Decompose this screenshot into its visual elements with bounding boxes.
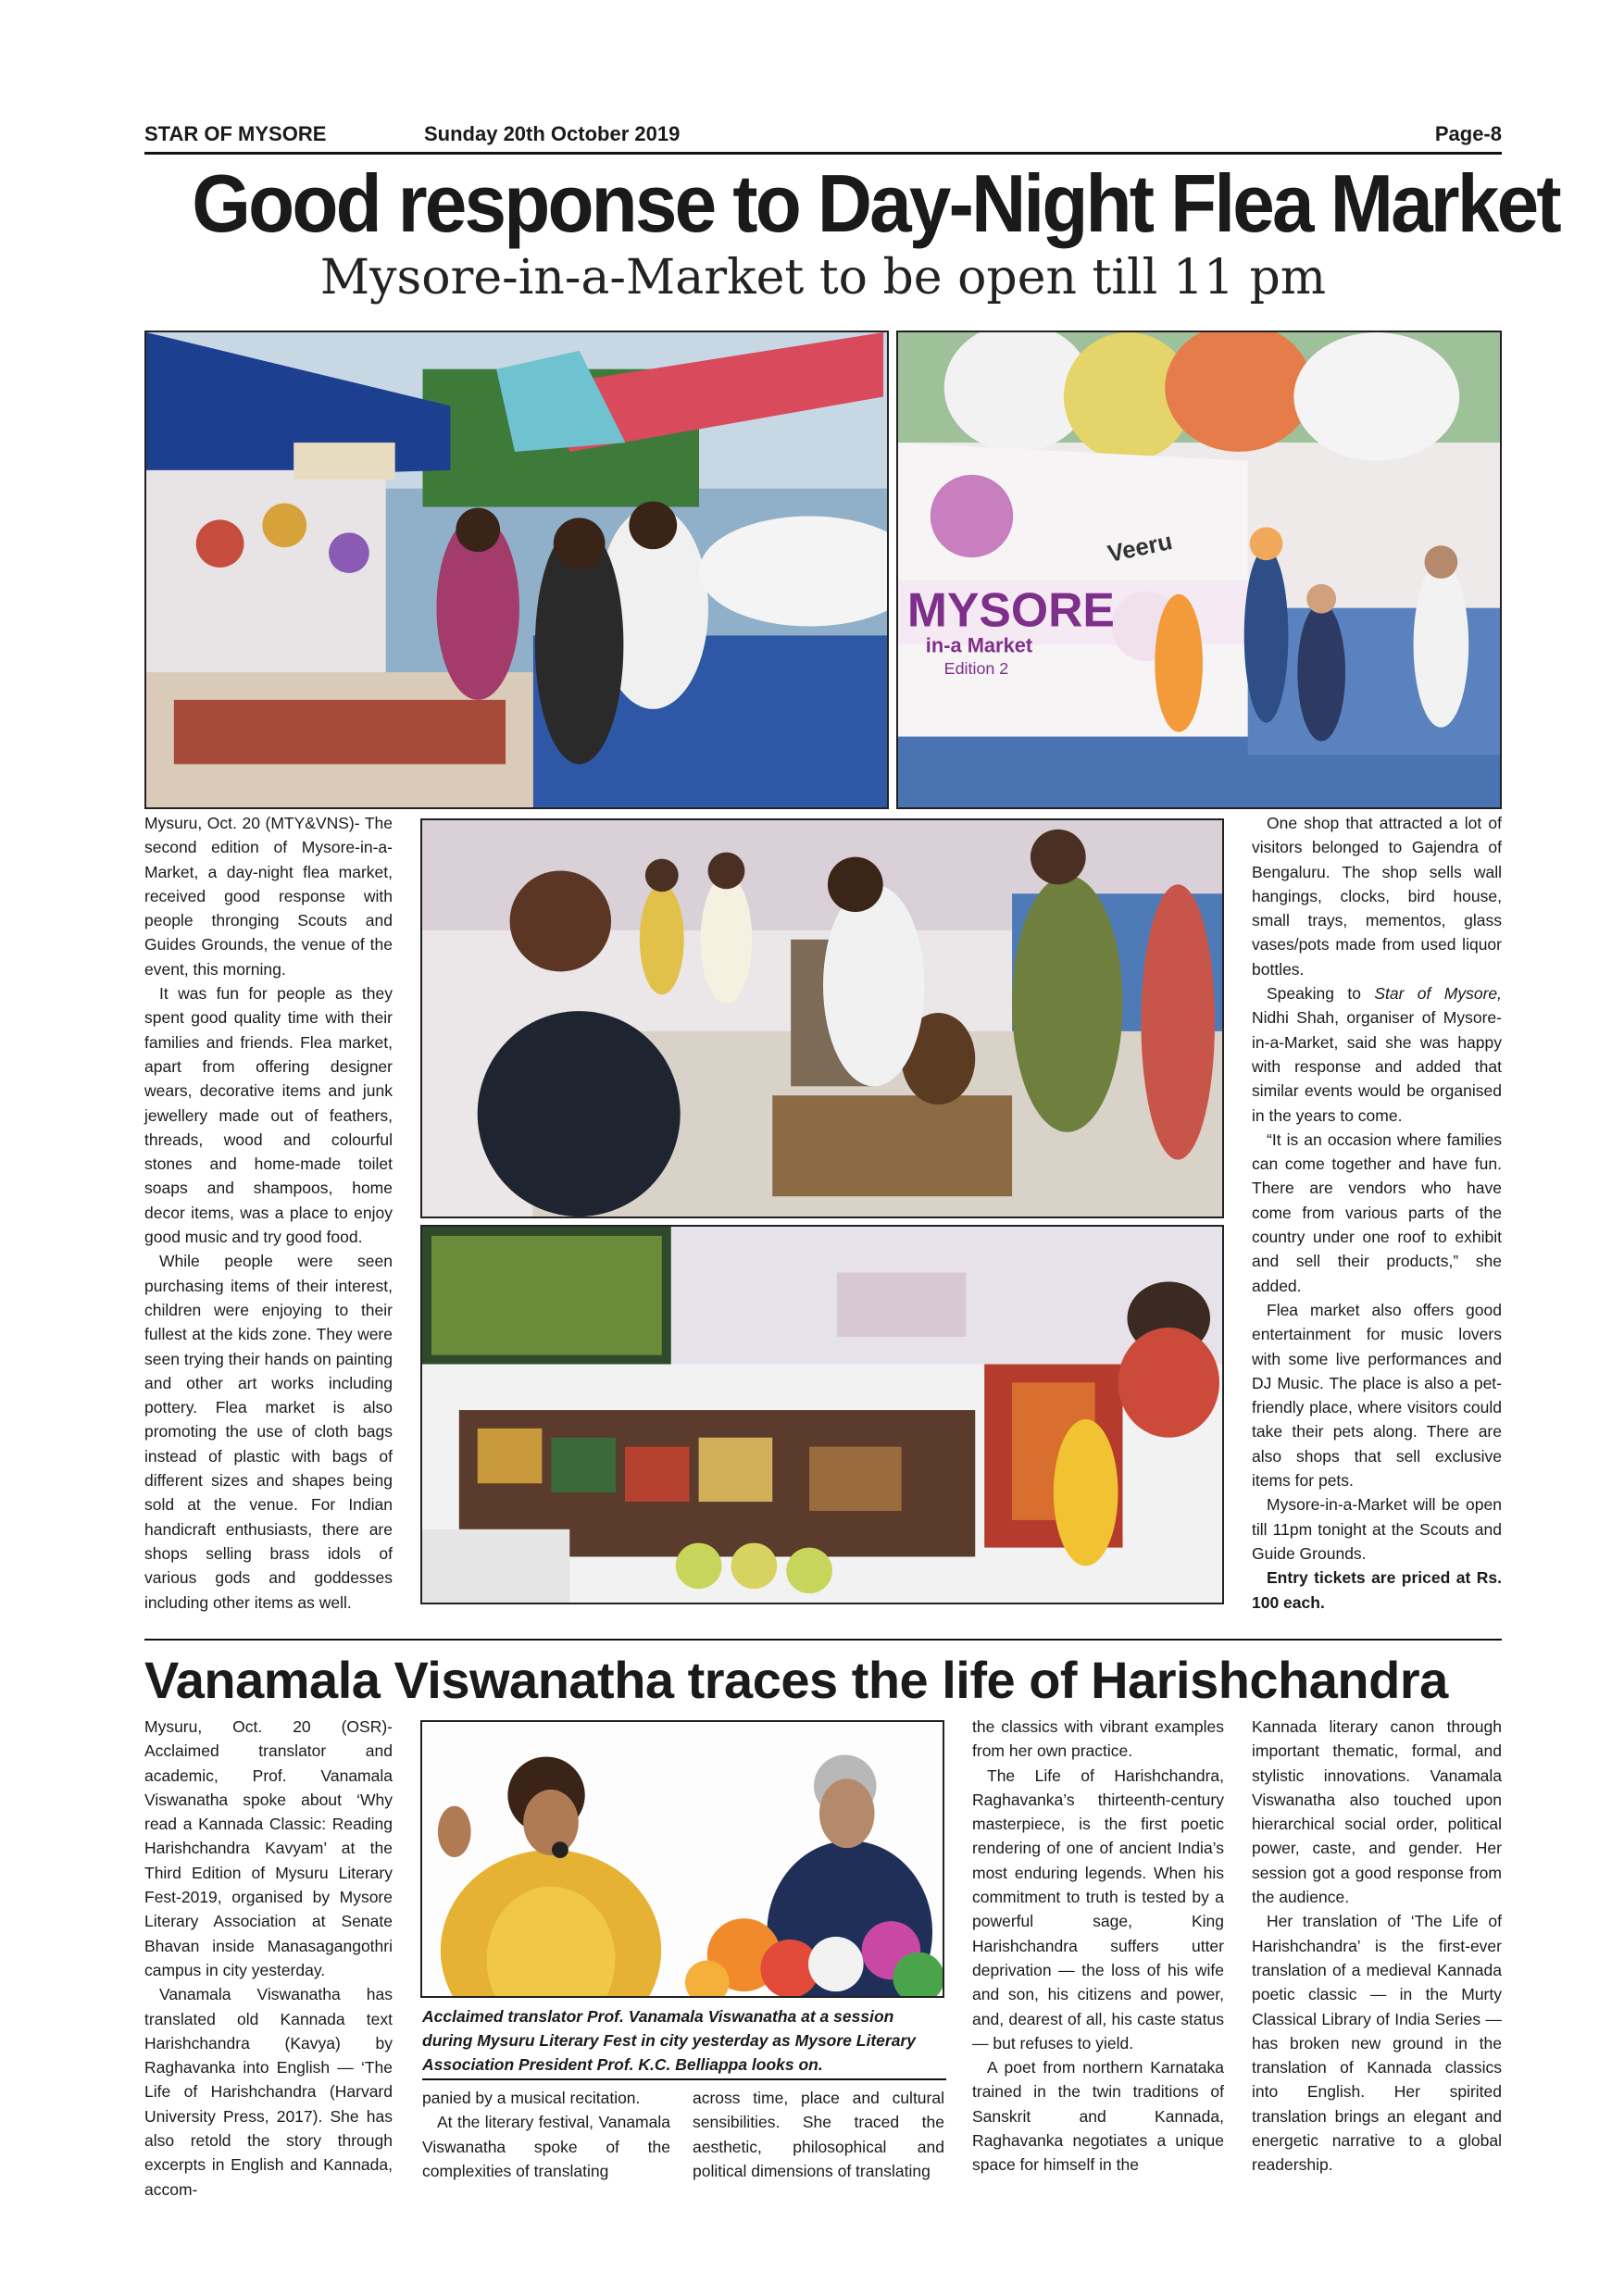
main-subhead: Mysore-in-a-Market to be open till 11 pm [319,250,1327,306]
story2-para: Kannada literary canon through important thematic, formal, and stylistic innovations. Vanamala Viswanatha also touched upon hierarchical social order, political power, caste, and gender. Her session got a good response from the audience. [1252,1717,1502,1907]
story2-col5 [1252,1715,1502,2177]
story2-para: panied by a musical recitation. [422,2089,641,2107]
main-headline: Good response to Day-Night Flea Market [192,157,1559,249]
photo-decor [420,1225,1224,1604]
page-number: Page-8 [1434,122,1502,145]
photo-caption: Acclaimed translator Prof. Vanamala Viswanatha at a session during Mysuru Literary Fest in city yesterday as Mysore Literary Association President Prof. K.C. Belliappa looks on. [422,2007,916,2074]
story2-col4 [972,1715,1224,2177]
story2-headline: Vanamala Viswanatha traces the life of Harishchandra [144,1651,1448,1709]
story2-para: A poet from northern Karnataka trained in the twin traditions of Sanskrit and Kannada, Raghavanka negotiates a unique space for himself in the [972,2058,1224,2175]
mural-edition: Edition 2 [943,659,1009,679]
story2-para: the classics with vibrant examples from her own practice. [972,1717,1224,1761]
story1-para: Mysuru, Oct. 20 (MTY&VNS)- The second edition of Mysore-in-a-Market, a day-night flea market, received good response with people thronging Scouts and Guides Grounds, the venue of the event, this morning. [144,814,393,979]
masthead [144,122,1502,148]
mural-subtitle: in-a Market [925,633,1033,657]
story1-para-entry: Entry tickets are priced at Rs. 100 each. [1252,1568,1502,1612]
story2-para: Mysuru, Oct. 20 (OSR)- Acclaimed translator and academic, Prof. Vanamala Viswanatha spoke about ‘Why read a Kannada Classic: Reading Harishchandra Kavyam’ at the Third Edition of Mysuru Literary Fest-2019, organised by Mysore Literary Association at Senate Bhavan inside Manasagangothri campus in city yesterday. [144,1717,393,1979]
story1-para: While people were seen purchasing items of their interest, children were enjoying to their fullest at the kids zone. They were seen trying their hands on painting and other art works including pottery. Flea market is also promoting the use of cloth bags instead of plastic with bags of different sizes and shapes being sold at the venue. For Indian handicraft enthusiasts, there are shops selling brass idols of various gods and goddesses including other items as well. [144,1252,393,1612]
story2-para: At the literary festival, Vanamala Viswanatha spoke of the complexities of translating [422,2113,670,2180]
photo-jewellery [420,818,1224,1218]
story2-col3 [693,2086,944,2183]
caption-rule [422,2078,946,2080]
text-run: Nidhi Shah, organiser of Mysore-in-a-Market, said she was happy with response and added that similar events would be organised in the years to come. [1252,1008,1502,1125]
top-rule [144,152,1502,155]
story2-para: Her translation of ‘The Life of Harishchandra’ is the first-ever translation of a medieval Kannada poetic classic — in the Murty Classical Library of India Series — has broken new ground in the translation of Kannada classics into English. Her spirited translation brings an elegant and energetic narrative to a global readership. [1252,1912,1502,2175]
story1-para: Mysore-in-a-Market will be open till 11pm tonight at the Scouts and Guide Grounds. [1252,1495,1502,1563]
photo-kids-mural [896,331,1502,809]
story2-col2 [422,2086,670,2183]
mural-veeru: Veeru [1106,528,1175,568]
photo-stalls [144,331,889,809]
story2-col1 [144,1715,393,2202]
photo-session [420,1720,944,1998]
mural-title: MYSORE [906,582,1115,637]
story1-para [1252,981,1502,1128]
story2-para: The Life of Harishchandra, Raghavanka’s thirteenth-century masterpiece, is the first poetic rendering of one of ancient India’s most enduring legends. When his commitment to truth is tested by a powerful sage, King Harishchandra suffers utter deprivation — the loss of his wife and son, his citizens and power, and, dearest of all, his caste status — but refuses to yield. [972,1766,1224,2053]
issue-date: Sunday 20th October 2019 [424,122,681,145]
story1-para: Flea market also offers good entertainment for music lovers with some live performances and DJ Music. The place is also a pet-friendly place, where visitors could take their pets along. There are also shops that sell exclusive items for pets. [1252,1300,1502,1491]
story2-para: Vanamala Viswanatha has translated old Kannada text Harishchandra (Kavya) by Raghavanka into English — ‘The Life of Harishchandra (Harvard University Press, 2017). She has also retold the story through excerpts in English and Kannada, accom- [144,1985,393,2199]
story1-para: It was fun for people as they spent good quality time with their families and friends. Flea market, apart from offering designer wears, decorative items and junk jewellery made out of feathers, threads, wood and colourful stones and home-made toilet soaps and shampoos, home decor items, was a place to enjoy good music and try good food. [144,984,393,1247]
section-rule [144,1639,1502,1641]
paper-name-italic: Star of Mysore, [1374,984,1502,1004]
story1-para: One shop that attracted a lot of visitors belonged to Gajendra of Bengaluru. The shop sells wall hangings, clocks, bird house, small trays, mementos, glass vases/pots made from used liquor bottles. [1252,814,1502,979]
story1-para: “It is an occasion where families can come together and have fun. There are vendors who have come from various parts of the country under one roof to exhibit and sell their products,” she added. [1252,1129,1502,1295]
story1-left-column [144,811,393,1615]
text-run: Speaking to [1267,984,1375,1004]
story1-right-column [1252,811,1502,1615]
paper-name: STAR OF MYSORE [144,122,327,145]
story2-para: across time, place and cultural sensibilities. She traced the aesthetic, philosophical and political dimensions of translating [693,2089,944,2180]
